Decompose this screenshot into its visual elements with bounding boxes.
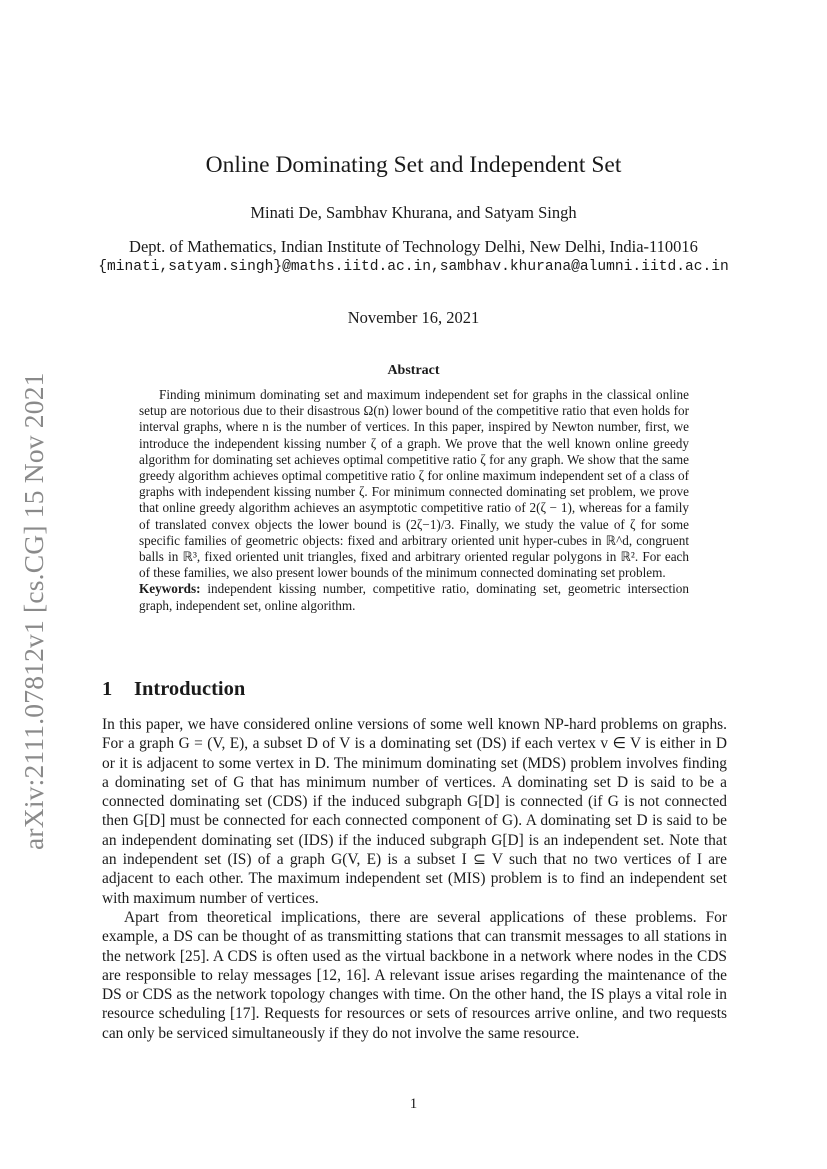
author-list: Minati De, Sambhav Khurana, and Satyam Singh [250,203,577,222]
arxiv-identifier-stamp [18,360,56,850]
paragraph: Apart from theoretical implications, there are several applications of these problems. For example, a DS can be thought of as transmitting stations that can transmit messages to all stations in the network [25]. A CDS is often used as the virtual backbone in a network where nodes in the CDS are responsible to relay messages [12, 16]. A relevant issue arises regarding the maintenance of the DS or CDS as the network topology changes with time. On the other hand, the IS plays a vital role in resource scheduling [17]. Requests for resources or sets of resources arrive online, and two requests can only be serviced simultaneously if they do not involve the same resource. [102,908,727,1042]
author-emails: {minati,satyam.singh}@maths.iitd.ac.in,sambhav.khurana@alumni.iitd.ac.in [98,259,729,275]
section-body [102,715,727,1043]
paper-title: Online Dominating Set and Independent Set [205,152,622,178]
abstract-text: Finding minimum dominating set and maximum independent set for graphs in the classical online setup are notorious due to their disastrous Ω(n) lower bound of the competitive ratio that even holds for interval graphs, where n is the number of vertices. In this paper, inspired by Newton number, first, we introduce the independent kissing number ζ of a graph. We prove that the well known online greedy algorithm for dominating set achieves optimal competitive ratio ζ for any graph. We show that the same greedy algorithm achieves optimal competitive ratio ζ for online maximum independent set of a class of graphs with independent kissing number ζ. For minimum connected dominating set problem, we prove that online greedy algorithm achieves an asymptotic competitive ratio of 2(ζ − 1), whereas for a family of translated convex objects the lower bound is (2ζ−1)/3. Finally, we study the value of ζ for some specific families of geometric objects: fixed and arbitrary oriented unit hyper-cubes in ℝ^d, congruent balls in ℝ³, fixed oriented unit triangles, fixed and arbitrary oriented regular polygons in ℝ². For each of these families, we also present lower bounds of the minimum connected dominating set problem. [139,387,689,581]
publication-date: November 16, 2021 [347,308,480,327]
keywords-line [139,581,689,613]
keywords-label: Keywords: [139,581,201,597]
affiliation: Dept. of Mathematics, Indian Institute of Technology Delhi, New Delhi, India-110016 [129,237,698,256]
arxiv-id-text: arXiv:2111.07812v1 [cs.CG] 15 Nov 2021 [18,372,49,850]
abstract-heading: Abstract [387,363,440,378]
paragraph: In this paper, we have considered online versions of some well known NP-hard problems on graphs. For a graph G = (V, E), a subset D of V is a dominating set (DS) if each vertex v ∈ V is either in D or it is adjacent to some vertex in D. The minimum dominating set (MDS) problem involves finding a dominating set of G that has minimum number of vertices. A dominating set D is said to be a connected dominating set (CDS) if the induced subgraph G[D] is connected (if G is not connected then G[D] must be connected for each connected component of G). A dominating set D is said to be an independent dominating set (IDS) if the induced subgraph G[D] is an independent set. Note that an independent set (IS) of a graph G(V, E) is a subset I ⊆ V such that no two vertices of I are adjacent to each other. The maximum independent set (MIS) problem is to find an independent set with maximum number of vertices. [102,716,727,907]
abstract-block [139,387,689,614]
page-number: 1 [409,1096,418,1112]
keywords-text: independent kissing number, competitive ratio, dominating set, geometric intersection graph, independent set, online algorithm. [139,581,689,613]
section-heading [102,678,245,701]
section-title: Introduction [134,678,246,700]
section-number: 1 [102,678,113,700]
